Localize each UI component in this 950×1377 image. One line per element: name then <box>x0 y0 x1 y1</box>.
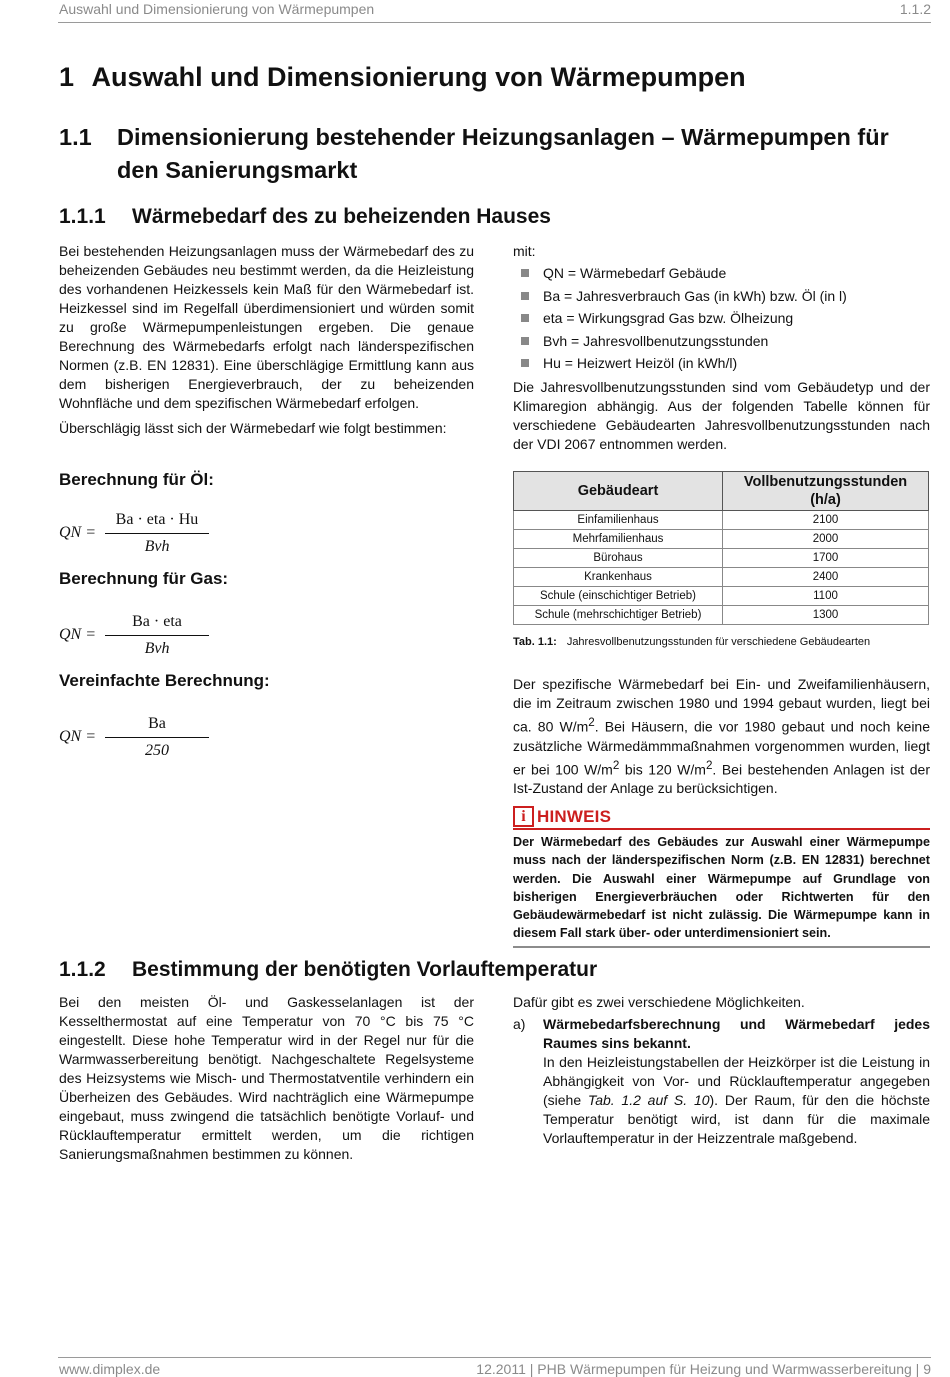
text-run: In den Heizleistungstabellen der Heizkörper ist die Leistung in Abhängigkeit von Vor- und Rücklauftemperatur angegeben (siehe <box>543 1054 930 1108</box>
formula-lhs: QN = <box>59 728 97 745</box>
oil-formula <box>59 511 279 571</box>
flow-temperature-text: Bei den meisten Öl- und Gaskesselanlagen ist der Kesselthermostat auf eine Temperatur von 70 °C bis 75 °C eingestellt. Diese hohe Temperatur wird in der Regel nur für die Warmwasserbereitung benötigt. Nachgeschaltete Regelsysteme des Heizsystems wie Misch- und Thermostatventile verhindern ein Überheizen des Gebäudes. Wird nachträglich eine Wärmepumpe eingebaut, muss zwingend die tatsächlich benötigte Vorlauf- und Rücklauftemperatur ermittelt werden, um die richtigen Sanierungsmaßnahmen bestimmen zu können. <box>59 994 474 1162</box>
table-caption-text: Jahresvollbenutzungsstunden für verschiedene Gebäudearten <box>566 636 871 648</box>
intro-text <box>59 242 474 438</box>
table-cell-type: Schule (mehrschichtiger Betrieb) <box>514 606 723 625</box>
footer-url: www.dimplex.de <box>59 1361 161 1377</box>
list-item-text: Ba = Jahresverbrauch Gas (in kWh) bzw. Öl (in l) <box>543 287 847 304</box>
fraction-bar <box>105 737 209 738</box>
section-number: 1.1 <box>59 124 92 150</box>
table-cell-hours: 1100 <box>723 587 929 606</box>
table-cell-type: Mehrfamilienhaus <box>514 530 723 549</box>
footer-rule <box>58 1357 931 1358</box>
table-cell-type: Bürohaus <box>514 549 723 568</box>
table-header-hours: Vollbenutzungsstunden (h/a) <box>723 472 929 511</box>
hint-bottom-rule <box>513 946 930 948</box>
text-run: Der spezifische Wärmebedarf bei Ein- und Zweifamilienhäusern, die im Zeitraum zwischen 1980 und 1994 gebaut wurden, liegt bei ca. 80 W/m <box>513 676 930 735</box>
intro-paragraph-2: Überschlägig lässt sich der Wärmebedarf wie folgt bestimmen: <box>59 420 447 436</box>
list-item-text: Hu = Heizwert Heizöl (in kWh/l) <box>543 355 738 371</box>
subsection-title: Wärmebedarf des zu beheizenden Hauses <box>132 205 551 228</box>
superscript: 2 <box>588 716 595 729</box>
header-rule <box>58 22 931 23</box>
bullet-square-icon <box>521 359 529 367</box>
text-run: . Bei bestehenden Anlagen ist der Ist-Zustand der Anlage zu berücksichtigen. <box>513 761 930 797</box>
mit-label: mit: <box>513 243 536 259</box>
simple-calc-heading: Vereinfachte Berechnung: <box>59 671 270 690</box>
info-icon: i <box>513 806 534 827</box>
intro-paragraph: Bei bestehenden Heizungsanlagen muss der Wärmebedarf des zu beheizenden Gebäudes neu bestimmt werden, da die Heizleistung des vorhandenen Heizkessels kein Maß für den Wärmebedarf ist. Heizkessel sind im Regelfall überdimensioniert und würden somit zu große Wärmepumpenleistungen ergeben. Die genaue Berechnung des Wärmebedarfs erfolgt nach länderspezifischen Normen (z.B. EN 12831). Eine überschlägige Ermittlung kann aus dem bisherigen Energieverbrauch, der zu beheizenden Wohnfläche und dem spezifischen Wärmebedarf erfolgen. <box>59 243 474 411</box>
formula-denominator: Bvh <box>144 538 170 555</box>
formula-numerator: Ba · eta <box>132 613 182 630</box>
fraction-bar <box>105 533 209 534</box>
hint-title: HINWEIS <box>537 806 612 826</box>
bullet-square-icon <box>521 269 529 277</box>
option-content <box>543 1015 930 1148</box>
list-item-text: Bvh = Jahresvollbenutzungsstunden <box>543 332 769 349</box>
option-label: a) <box>513 1016 526 1032</box>
formula-numerator: Ba <box>148 715 166 732</box>
superscript: 2 <box>612 758 620 772</box>
bullet-square-icon <box>521 314 529 322</box>
table-caption-label: Tab. 1.1: <box>513 636 557 648</box>
subsection-title: Bestimmung der benötigten Vorlauftemperatur <box>132 958 598 981</box>
option-title: Wärmebedarfsberechnung und Wärmebedarf jedes Raumes sins bekannt. <box>543 1016 930 1051</box>
oil-calc-heading: Berechnung für Öl: <box>59 470 214 489</box>
chapter-heading <box>59 62 746 93</box>
table-row <box>514 568 929 587</box>
hint-top-rule <box>513 828 930 830</box>
table-reference: Tab. 1.2 auf S. 10 <box>587 1092 710 1108</box>
formula-lhs: QN = <box>59 626 97 643</box>
hours-table <box>513 471 929 625</box>
table-row <box>514 549 929 568</box>
list-item <box>513 287 930 310</box>
formula-denominator: Bvh <box>144 640 170 657</box>
list-item <box>513 264 930 287</box>
table-cell-hours: 1300 <box>723 606 929 625</box>
bullet-square-icon <box>521 337 529 345</box>
symbol-legend <box>513 264 930 377</box>
table-cell-hours: 2100 <box>723 511 929 530</box>
table-cell-hours: 2000 <box>723 530 929 549</box>
hint-text: Der Wärmebedarf des Gebäudes zur Auswahl einer Wärmepumpe muss nach der länderspezifischen Norm (z.B. EN 12831) berechnet werden. Die Auswahl einer Wärmepumpe auf Grundlage von bisherigen Energieverbräuchen oder Richtwerten für den Gebäudewärmebedarf ist nicht zulässig. Die Wärmepumpe kann in diesem Fall stark über- oder unterdimensioniert sein. <box>513 835 930 941</box>
list-item <box>513 354 930 377</box>
section-title: Dimensionierung bestehender Heizungsanlagen – Wärmepumpen für den Sanierungsmarkt <box>117 124 889 183</box>
gas-calc-heading: Berechnung für Gas: <box>59 569 229 588</box>
table-cell-hours: 2400 <box>723 568 929 587</box>
text-run: bis 120 W/m <box>619 761 706 778</box>
hint-title-row <box>513 806 930 827</box>
superscript: 2 <box>705 758 713 772</box>
list-item-text: QN = Wärmebedarf Gebäude <box>543 265 727 281</box>
formula-lhs: QN = <box>59 524 97 541</box>
specific-heat-demand-text <box>513 675 930 798</box>
fraction-bar <box>105 635 209 636</box>
table-caption <box>513 636 870 648</box>
table-row <box>514 606 929 625</box>
list-item-text: eta = Wirkungsgrad Gas bzw. Ölheizung <box>543 310 794 326</box>
chapter-number: 1 <box>59 62 75 92</box>
table-header-building-type: Gebäudeart <box>514 472 723 511</box>
table-cell-type: Krankenhaus <box>514 568 723 587</box>
list-item <box>513 332 930 355</box>
table-row <box>514 511 929 530</box>
bullet-square-icon <box>521 292 529 300</box>
list-item <box>513 309 930 332</box>
option-text <box>543 1053 930 1148</box>
table-cell-type: Einfamilienhaus <box>514 511 723 530</box>
formula-denominator: 250 <box>145 742 169 759</box>
running-header-section: 1.1.2 <box>899 1 931 17</box>
table-cell-type: Schule (einschichtiger Betrieb) <box>514 587 723 606</box>
chapter-title: Auswahl und Dimensionierung von Wärmepumpen <box>91 62 746 92</box>
options-intro: Dafür gibt es zwei verschiedene Möglichkeiten. <box>513 994 805 1010</box>
table-row <box>514 587 929 606</box>
subsection-number: 1.1.2 <box>59 958 106 981</box>
text-run: ). Der Raum, für den die höchste Temperatur benötigt wird, ist dann für die maximale Vorlauftemperatur in der Heizzentrale maßgebend. <box>543 1092 930 1146</box>
table-row <box>514 530 929 549</box>
hours-explanation: Die Jahresvollbenutzungsstunden sind vom Gebäudetyp und der Klimaregion abhängig. Aus der folgenden Tabelle können für verschiedene Gebäudearten Jahresvollbenutzungsstunden nach der VDI 2067 entnommen werden. <box>513 379 930 452</box>
formula-numerator: Ba · eta · Hu <box>115 511 199 528</box>
subsection-number: 1.1.1 <box>59 205 106 228</box>
table-header-row <box>514 472 929 511</box>
footer-publication: 12.2011 | PHB Wärmepumpen für Heizung und Warmwasserbereitung | 9 <box>476 1361 931 1377</box>
gas-formula <box>59 613 279 673</box>
option-a <box>513 1015 930 1148</box>
text-run: . Bei Häusern, die vor 1980 gebaut und noch keine zusätzliche Wärmedämmmaßnahmen vorgenommen wurden, liegt er bei 100 W/m <box>513 718 930 778</box>
simple-formula <box>59 715 279 775</box>
running-header-title: Auswahl und Dimensionierung von Wärmepumpen <box>59 1 375 17</box>
table-cell-hours: 1700 <box>723 549 929 568</box>
hint-box <box>513 806 930 948</box>
